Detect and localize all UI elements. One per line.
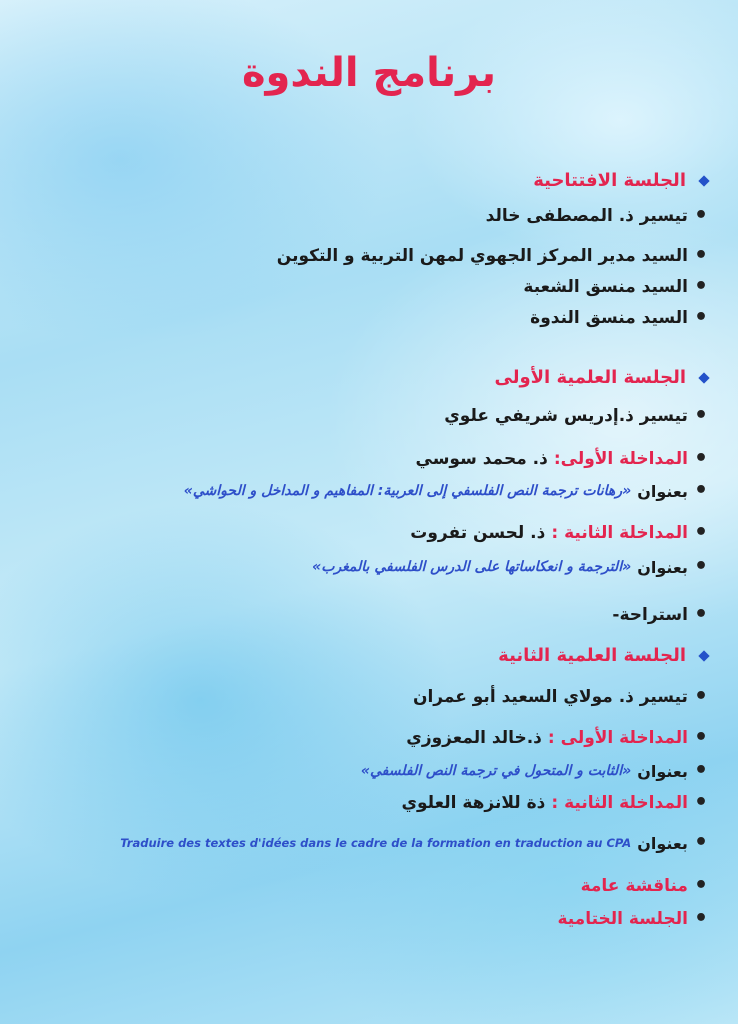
bullet-dot-icon: • [693,554,708,579]
talk-title-prefix: بعنوان [637,557,688,577]
bullet-dot-icon: • [693,305,708,330]
list-item [277,245,708,267]
list-item [406,727,708,749]
talk-label: المداخلة الثانية : [551,523,688,543]
moderator: تيسير ذ.إدريس شريفي علوي [444,406,688,426]
bullet-dot-icon: • [693,203,708,228]
talk-speaker: ذ.خالد المعزوزي [406,728,542,748]
bullet-dot-icon: • [693,684,708,709]
list-item [416,448,708,470]
speaker: السيد منسق الندوة [530,308,688,328]
talk-speaker: ذ. محمد سوسي [415,449,548,469]
first-session-heading [494,367,708,388]
list-item [401,792,708,814]
moderator: تيسير ذ. مولاي السعيد أبو عمران [412,687,688,707]
bullet-dot-icon: • [693,602,708,627]
discussion-label: مناقشة عامة [580,876,688,896]
diamond-icon [698,175,709,186]
list-item [612,604,708,626]
closing-label: الجلسة الختامية [557,909,688,929]
bullet-dot-icon: • [693,274,708,299]
talk-label: المداخلة الأولى: [553,449,688,469]
list-item [486,205,708,227]
bullet-dot-icon: • [693,873,708,898]
bullet-dot-icon: • [693,520,708,545]
bullet-dot-icon: • [693,758,708,783]
session-title: الجلسة العلمية الثانية [498,645,686,666]
bullet-dot-icon: • [693,790,708,815]
bullet-dot-icon: • [693,243,708,268]
talk-title: «الثابت و المتحول في ترجمة النص الفلسفي» [360,763,632,779]
second-session-heading [498,645,708,666]
list-item [557,908,708,930]
list-item [530,307,708,329]
break-label: استراحة- [612,605,688,625]
bullet-dot-icon: • [693,830,708,855]
list-item [361,760,708,782]
bullet-dot-icon: • [693,478,708,503]
bullet-dot-icon: • [693,446,708,471]
list-item [410,522,708,544]
diamond-icon [698,650,709,661]
list-item [523,276,708,298]
talk-title-prefix: بعنوان [637,761,688,781]
talk-title-prefix: بعنوان [637,833,688,853]
list-item [312,556,708,578]
session-title: الجلسة العلمية الأولى [494,367,686,388]
list-item [444,405,708,427]
talk-label: المداخلة الثانية : [551,793,688,813]
list-item [413,686,708,708]
session-title: الجلسة الافتتاحية [533,170,686,191]
speaker: السيد مدير المركز الجهوي لمهن التربية و التكوين [276,246,688,266]
talk-title: «الترجمة و انعكاساتها على الدرس الفلسفي بالمغرب» [312,559,632,575]
bullet-dot-icon: • [693,906,708,931]
page-title: برنامج الندوة [241,50,497,96]
opening-session-heading [533,170,708,191]
talk-speaker: ذ. لحسن تفروت [410,523,546,543]
speaker: السيد منسق الشعبة [523,277,688,297]
talk-title-prefix: بعنوان [637,481,688,501]
list-item [120,832,708,854]
list-item [184,480,708,502]
list-item [581,875,708,897]
talk-speaker: ذة للانزهة العلوي [401,793,546,813]
diamond-icon [698,372,709,383]
talk-label: المداخلة الأولى : [547,728,688,748]
moderator: تيسير ذ. المصطفى خالد [485,206,688,226]
talk-title: Traduire des textes d'idées dans le cadre de la formation en traduction au CPA [120,836,632,850]
bullet-dot-icon: • [693,403,708,428]
bullet-dot-icon: • [693,725,708,750]
talk-title: «رهانات ترجمة النص الفلسفي إلى العربية: المفاهيم و المداخل و الحواشي» [183,483,632,499]
